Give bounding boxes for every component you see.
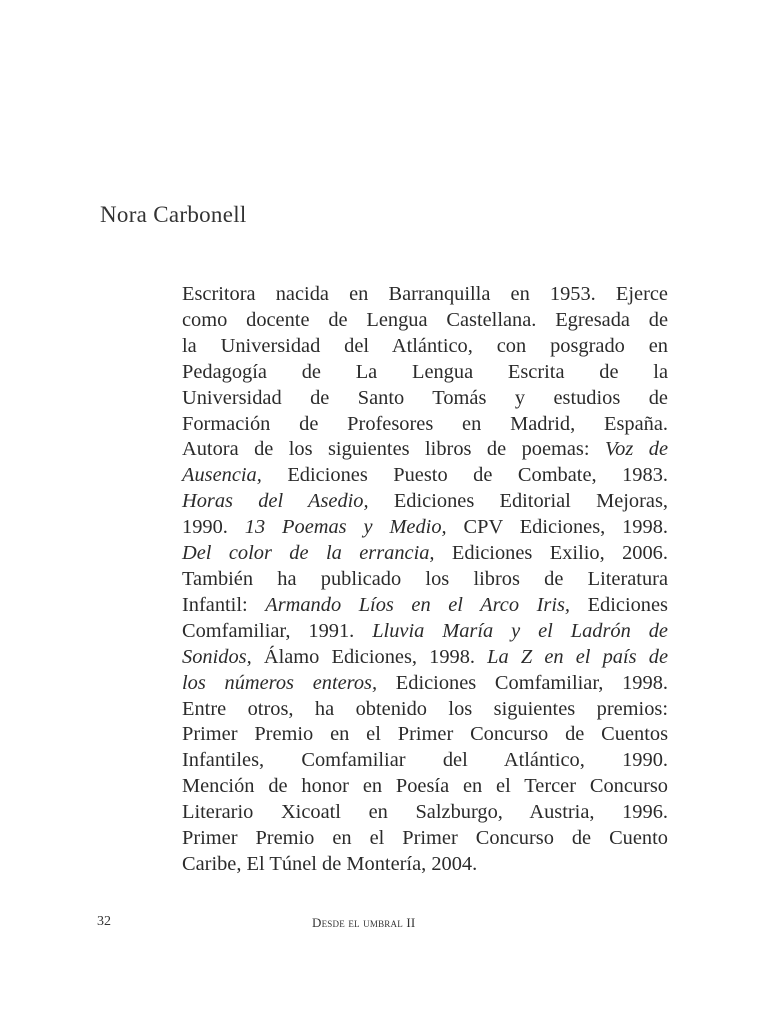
bio-text: Entre otros, ha obtenido los siguientes premios:: [182, 697, 668, 720]
bio-text: Literario Xicoatl en Salzburgo, Austria, 1996.: [182, 801, 668, 824]
bio-text: Mención de honor en Poesía en el Tercer Concurso: [182, 775, 668, 798]
bio-text: Autora de los siguientes libros de poemas:: [182, 438, 605, 461]
bio-line: [182, 489, 668, 515]
page-number: 32: [97, 914, 111, 929]
bio-line: [182, 412, 668, 438]
bio-italic-title: Voz de: [604, 438, 669, 461]
bio-line: [182, 748, 668, 774]
bio-text: Ediciones: [570, 593, 668, 616]
bio-line: [182, 463, 668, 489]
running-footer-title: Desde el umbral II: [312, 915, 416, 930]
bio-text: como docente de Lengua Castellana. Egresada de: [182, 308, 668, 331]
bio-italic-title: Ausencia,: [182, 464, 262, 487]
bio-text: Infantiles, Comfamiliar del Atlántico, 1990.: [182, 749, 668, 772]
bio-text: 1990.: [182, 516, 245, 539]
bio-text: Escritora nacida en Barranquilla en 1953. Ejerce: [182, 283, 668, 305]
bio-text: Ediciones Exilio, 2006.: [434, 542, 668, 565]
bio-line: [182, 619, 668, 645]
bio-line: [182, 800, 668, 826]
bio-text: CPV Ediciones, 1998.: [446, 516, 668, 539]
bio-text: Infantil:: [182, 593, 266, 616]
bio-line: [182, 334, 668, 360]
bio-italic-title: La Z en el país de: [487, 645, 668, 668]
bio-line: [182, 308, 668, 334]
bio-line: [182, 671, 668, 697]
bio-line: [182, 774, 668, 800]
bio-line: [182, 645, 668, 671]
bio-line: [182, 593, 668, 619]
bio-line: [182, 826, 668, 852]
bio-line: [182, 386, 668, 412]
bio-italic-title: Del color de la errancia,: [182, 542, 435, 565]
bio-italic-title: 13 Poemas y Medio,: [244, 516, 447, 539]
bio-text: Universidad de Santo Tomás y estudios de: [182, 386, 668, 409]
author-name: Nora Carbonell: [100, 202, 247, 227]
bio-line: [182, 437, 668, 463]
bio-text: Comfamiliar, 1991.: [182, 619, 373, 642]
bio-line: [182, 567, 668, 593]
bio-line: [182, 515, 668, 541]
bio-line: [182, 852, 668, 878]
bio-text: Pedagogía de La Lengua Escrita de la: [182, 360, 668, 383]
bio-italic-title: los números enteros,: [182, 671, 378, 694]
bio-italic-title: Lluvia María y el Ladrón de: [372, 619, 668, 642]
bio-text: Álamo Ediciones, 1998.: [251, 645, 488, 668]
bio-italic-title: Sonidos,: [182, 645, 252, 668]
bio-text: Caribe, El Túnel de Montería, 2004.: [182, 852, 478, 875]
bio-line: [182, 282, 668, 308]
bio-line: [182, 697, 668, 723]
bio-line: [182, 360, 668, 386]
bio-text: Ediciones Puesto de Combate, 1983.: [261, 464, 668, 487]
bio-line: [182, 722, 668, 748]
bio-text: la Universidad del Atlántico, con posgrado en: [182, 334, 668, 357]
bio-text: Ediciones Editorial Mejoras,: [368, 490, 668, 513]
bio-text: También ha publicado los libros de Literatura: [182, 567, 668, 590]
bio-italic-title: Armando Líos en el Arco Iris,: [265, 593, 571, 616]
author-biography: [182, 282, 668, 878]
bio-text: Ediciones Comfamiliar, 1998.: [377, 671, 668, 694]
bio-italic-title: Horas del Asedio,: [182, 490, 369, 513]
bio-text: Formación de Profesores en Madrid, España.: [182, 412, 668, 435]
bio-text: Primer Premio en el Primer Concurso de Cuento: [182, 827, 668, 850]
bio-line: [182, 541, 668, 567]
bio-text: Primer Premio en el Primer Concurso de Cuentos: [182, 723, 668, 746]
